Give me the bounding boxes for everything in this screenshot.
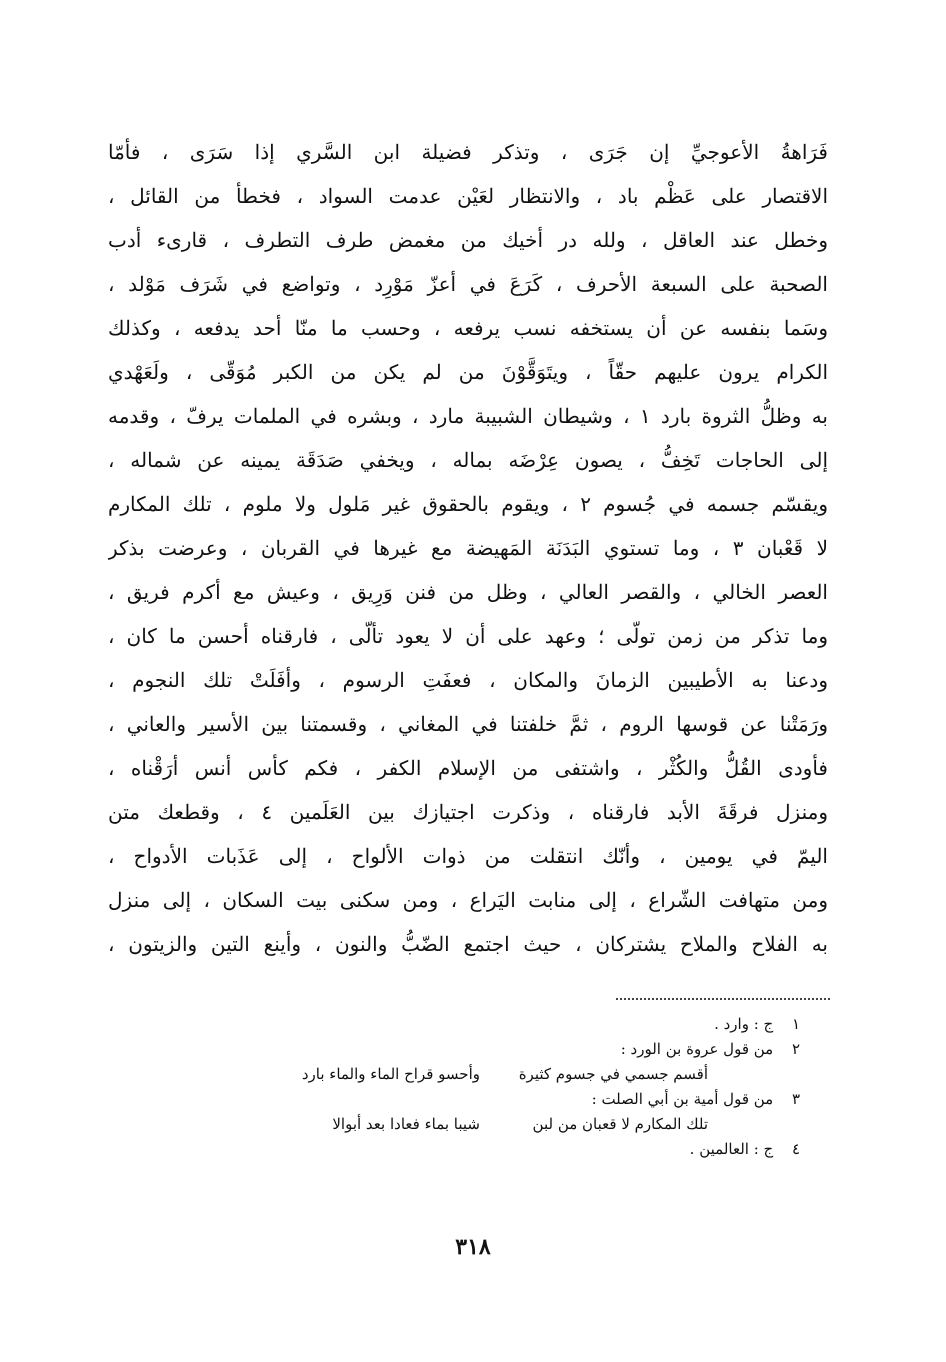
- footnote: [150, 1012, 800, 1037]
- footnotes: [150, 1012, 800, 1162]
- text-line: ومنزل فرقَةَ الأبد فارقناه ، وذكرت اجتيازك بين العَلَمين ٤ ، وقطعك متن: [108, 800, 828, 824]
- footnote-text: ج : العالمين .: [689, 1140, 774, 1158]
- text-line: به الفلاح والملاح يشتركان ، حيث اجتمع الضّبُّ والنون ، وأينع التين والزيتون ،: [108, 932, 828, 956]
- footnote: [150, 1137, 800, 1162]
- footnote: [150, 1087, 800, 1112]
- text-line: ورَمَتْنا عن قوسها الروم ، ثمَّ خلفتنا في المغاني ، وقسمتنا بين الأسير والعاني ،: [108, 712, 828, 736]
- verse-hemistich-second: وأحسو قراح الماء والماء بارد: [301, 1065, 480, 1083]
- footnote-number: ١: [791, 1015, 800, 1033]
- footnote-number: ٣: [791, 1090, 800, 1108]
- footnote-text: ج : وارد .: [714, 1015, 774, 1033]
- text-line: ومن متهافت الشّراع ، إلى منابت اليَراع ، ومن سكنى بيت السكان ، إلى منزل: [108, 888, 828, 912]
- text-line: اليمّ في يومين ، وأنّك انتقلت من ذوات الألواح ، إلى عَذَبات الأدواح ،: [108, 844, 828, 868]
- text-line: الاقتصار على عَظْم باد ، والانتظار لعَيْن عدمت السواد ، فخطأ من القائل ،: [108, 184, 828, 208]
- verse-hemistich-first: تلك المكارم لا قعبان من لبن: [532, 1115, 708, 1133]
- text-line: ويقسّم جسمه في جُسوم ٢ ، ويقوم بالحقوق غير مَلول ولا ملوم ، تلك المكارم: [108, 492, 828, 516]
- text-line: وما تذكر من زمن تولّى ؛ وعهد على أن لا يعود تألّى ، فارقناه أحسن ما كان ،: [108, 624, 828, 648]
- footnote-divider: [616, 998, 830, 1000]
- footnote-number: ٢: [791, 1040, 800, 1058]
- footnote-text: من قول أمية بن أبي الصلت :: [591, 1090, 774, 1108]
- text-line: الصحبة على السبعة الأحرف ، كَرَعَ في أعزّ مَوْرِد ، وتواضع في شَرَف مَوْلد ،: [108, 272, 828, 296]
- footnote-number: ٤: [791, 1140, 800, 1158]
- footnote: [150, 1037, 800, 1062]
- verse-hemistich-first: أقسم جسمي في جسوم كثيرة: [518, 1065, 708, 1083]
- text-line: فأودى القُلُّ والكُثْر ، واشتفى من الإسلام الكفر ، فكم كأس أنس أرَقْناه ،: [108, 756, 828, 780]
- verse-hemistich-second: شيبا بماء فعادا بعد أبوالا: [332, 1115, 480, 1133]
- footnote-text: من قول عروة بن الورد :: [620, 1040, 774, 1058]
- text-line: فَرَاهةُ الأعوجيِّ إن جَرَى ، وتذكر فضيلة ابن السَّري إذا سَرَى ، فأمّا: [108, 140, 828, 164]
- text-line: إلى الحاجات تَخِفُّ ، يصون عِرْضَه بماله ، ويخفي صَدَقَة يمينه عن شماله ،: [108, 448, 828, 472]
- text-line: وخطل عند العاقل ، ولله در أخيك من مغمض طرف التطرف ، قارىء أدب: [108, 228, 828, 252]
- text-line: به وظلُّ الثروة بارد ١ ، وشيطان الشبيبة مارد ، وبشره في الملمات يرفّ ، وقدمه: [108, 404, 828, 428]
- main-text: [108, 130, 828, 966]
- text-line: الكرام يرون عليهم حقّاً ، ويتَوَقَّوْنَ من لم يكن من الكبر مُوَقّى ، ولَعَهْدي: [108, 360, 828, 384]
- text-line: ودعنا به الأطيبين الزمانَ والمكان ، فعفَتِ الرسوم ، وأفَلَتْ تلك النجوم ،: [108, 668, 828, 692]
- text-line: العصر الخالي ، والقصر العالي ، وظل من فنن وَرِيق ، وعيش مع أكرم فريق ،: [108, 580, 828, 604]
- page-number: ٣١٨: [455, 1234, 491, 1260]
- text-line: وسَما بنفسه عن أن يستخفه نسب يرفعه ، وحسب ما منّا أحد يدفعه ، وكذلك: [108, 316, 828, 340]
- footnote-verse: [150, 1112, 800, 1137]
- text-line: لا قَعْبان ٣ ، وما تستوي البَدَنَة المَهيضة مع غيرها في القربان ، وعرضت بذكر: [108, 536, 828, 560]
- footnote-verse: [150, 1062, 800, 1087]
